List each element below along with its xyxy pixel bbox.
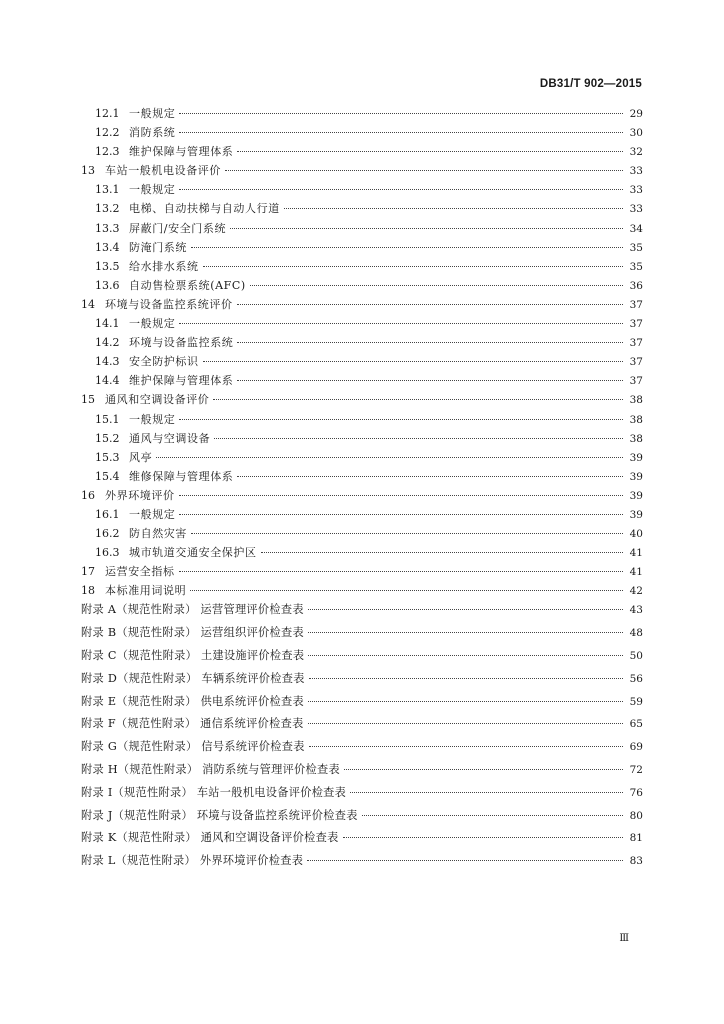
toc-entry-title: 外界环境评价 [105, 488, 175, 502]
toc-entry-title: 自动售检票系统(AFC) [129, 278, 246, 292]
toc-entry[interactable] [81, 374, 643, 388]
toc-entry-title: 消防系统 [129, 126, 176, 140]
toc-dot-leader [261, 552, 623, 553]
toc-appendix-entry[interactable] [81, 786, 643, 800]
toc-appendix-entry[interactable] [81, 854, 643, 868]
toc-entry-page: 40 [629, 528, 643, 541]
toc-entry-number: 14 [81, 297, 95, 311]
document-code: DB31/T 902—2015 [539, 78, 642, 90]
toc-dot-leader [179, 323, 623, 324]
toc-appendix-entry[interactable] [81, 649, 643, 663]
toc-entry-title: 附录 C（规范性附录） 土建设施评价检查表 [81, 649, 305, 663]
toc-entry-number: 13 [81, 164, 95, 178]
toc-dot-leader [343, 837, 623, 838]
toc-dot-leader [179, 495, 623, 496]
toc-entry-title: 附录 G（规范性附录） 信号系统评价检查表 [81, 740, 305, 754]
toc-entry[interactable] [81, 298, 643, 312]
toc-entry-page: 38 [629, 394, 643, 407]
toc-entry-page: 80 [629, 809, 643, 822]
toc-entry-number: 12.2 [95, 126, 120, 140]
toc-entry[interactable] [81, 336, 643, 350]
toc-entry-page: 69 [629, 741, 643, 754]
toc-entry-number: 15.1 [95, 412, 120, 426]
toc-entry-page: 38 [629, 432, 643, 445]
toc-entry-page: 59 [629, 695, 643, 708]
toc-entry-page: 36 [629, 279, 643, 292]
toc-entry-title: 维修保障与管理体系 [129, 469, 234, 483]
toc-entry[interactable] [81, 279, 643, 293]
toc-entry-number: 13.1 [95, 183, 120, 197]
toc-dot-leader [344, 769, 623, 770]
toc-dot-leader [230, 228, 623, 229]
toc-entry-title: 通风与空调设备 [129, 431, 211, 445]
toc-entry-title: 一般规定 [129, 507, 176, 521]
toc-entry-page: 39 [629, 470, 643, 483]
toc-entry-number: 15.4 [95, 469, 120, 483]
toc-entry[interactable] [81, 145, 643, 159]
toc-entry-page: 33 [629, 184, 643, 197]
toc-entry-title: 电梯、自动扶梯与自动人行道 [129, 202, 280, 216]
toc-dot-leader [237, 380, 623, 381]
table-of-contents [81, 107, 643, 877]
toc-dot-leader [179, 571, 623, 572]
toc-entry-title: 维护保障与管理体系 [129, 374, 234, 388]
toc-dot-leader [225, 170, 623, 171]
toc-dot-leader [308, 701, 623, 702]
toc-entry[interactable] [81, 489, 643, 503]
toc-dot-leader [179, 189, 623, 190]
toc-entry-page: 39 [629, 489, 643, 502]
toc-appendix-entry[interactable] [81, 763, 643, 777]
toc-entry-number: 15.2 [95, 431, 120, 445]
toc-entry-number: 16 [81, 488, 95, 502]
toc-dot-leader [237, 342, 623, 343]
toc-entry-page: 41 [629, 566, 643, 579]
toc-dot-leader [179, 132, 623, 133]
toc-entry-page: 48 [629, 627, 643, 640]
toc-entry-page: 30 [629, 127, 643, 140]
toc-entry-title: 附录 F（规范性附录） 通信系统评价检查表 [81, 717, 304, 731]
toc-entry-title: 附录 J（规范性附录） 环境与设备监控系统评价检查表 [81, 808, 358, 822]
toc-entry-number: 17 [81, 565, 95, 579]
toc-entry-number: 12.3 [95, 145, 120, 159]
toc-entry-title: 附录 D（规范性附录） 车辆系统评价检查表 [81, 671, 305, 685]
toc-entry-page: 38 [629, 413, 643, 426]
toc-dot-leader [237, 304, 623, 305]
toc-entry-number: 13.3 [95, 221, 120, 235]
toc-entry[interactable] [81, 355, 643, 369]
toc-entry-page: 41 [629, 547, 643, 560]
toc-appendix-entry[interactable] [81, 831, 643, 845]
toc-entry-number: 14.4 [95, 374, 120, 388]
toc-dot-leader [203, 266, 623, 267]
toc-entry-number: 13.5 [95, 259, 120, 273]
toc-entry-page: 39 [629, 508, 643, 521]
toc-entry-page: 83 [629, 855, 643, 868]
toc-entry[interactable] [81, 126, 643, 140]
toc-entry[interactable] [81, 584, 643, 598]
toc-entry-page: 65 [629, 718, 643, 731]
toc-entry-title: 附录 I（规范性附录） 车站一般机电设备评价检查表 [81, 785, 347, 799]
toc-entry[interactable] [81, 202, 643, 216]
toc-dot-leader [213, 399, 623, 400]
toc-entry-title: 一般规定 [129, 317, 176, 331]
toc-entry-title: 运营安全指标 [105, 565, 175, 579]
toc-entry-page: 39 [629, 451, 643, 464]
toc-dot-leader [191, 533, 623, 534]
toc-entry-page: 81 [629, 832, 643, 845]
toc-entry-page: 34 [629, 222, 643, 235]
toc-entry-number: 13.2 [95, 202, 120, 216]
toc-entry-page: 33 [629, 203, 643, 216]
toc-entry-number: 14.3 [95, 355, 120, 369]
toc-entry[interactable] [81, 470, 643, 484]
toc-entry-title: 一般规定 [129, 412, 176, 426]
toc-dot-leader [214, 438, 623, 439]
toc-dot-leader [179, 514, 623, 515]
toc-appendix-entry[interactable] [81, 672, 643, 686]
toc-entry-number: 12.1 [95, 107, 120, 120]
toc-entry[interactable] [81, 183, 643, 197]
toc-entry[interactable] [81, 222, 643, 236]
toc-entry-page: 37 [629, 318, 643, 331]
toc-entry-title: 风亭 [129, 450, 153, 464]
toc-entry-page: 37 [629, 375, 643, 388]
toc-entry[interactable] [81, 317, 643, 331]
toc-entry-page: 29 [629, 108, 643, 120]
toc-entry[interactable] [81, 432, 643, 446]
toc-entry-page: 56 [629, 672, 643, 685]
toc-entry-title: 通风和空调设备评价 [105, 393, 210, 407]
toc-dot-leader [179, 113, 623, 114]
toc-entry-title: 屏蔽门/安全门系统 [129, 221, 227, 235]
toc-dot-leader [308, 655, 623, 656]
toc-dot-leader [308, 632, 623, 633]
toc-entry-number: 18 [81, 584, 95, 598]
toc-dot-leader [350, 792, 623, 793]
toc-dot-leader [179, 419, 623, 420]
toc-entry[interactable] [81, 260, 643, 274]
toc-entry-number: 15 [81, 393, 95, 407]
toc-entry[interactable] [81, 393, 643, 407]
toc-appendix-entry[interactable] [81, 740, 643, 754]
toc-entry-title: 环境与设备监控系统 [129, 336, 234, 350]
toc-entry-title: 附录 H（规范性附录） 消防系统与管理评价检查表 [81, 763, 341, 777]
toc-entry-number: 14.2 [95, 336, 120, 350]
toc-entry-number: 16.2 [95, 527, 120, 541]
toc-entry-page: 35 [629, 241, 643, 254]
toc-entry-title: 附录 L（规范性附录） 外界环境评价检查表 [81, 854, 304, 868]
toc-entry-title: 一般规定 [129, 107, 176, 120]
toc-entry[interactable] [81, 451, 643, 465]
toc-dot-leader [203, 361, 623, 362]
toc-dot-leader [307, 860, 623, 861]
toc-entry[interactable] [81, 527, 643, 541]
toc-entry[interactable] [81, 241, 643, 255]
toc-appendix-entry[interactable] [81, 603, 643, 617]
toc-entry-number: 13.6 [95, 278, 120, 292]
toc-dot-leader [190, 590, 623, 591]
toc-dot-leader [284, 208, 623, 209]
toc-entry-page: 37 [629, 298, 643, 311]
toc-entry-page: 37 [629, 337, 643, 350]
toc-entry-page: 37 [629, 356, 643, 369]
toc-entry-title: 附录 K（规范性附录） 通风和空调设备评价检查表 [81, 831, 339, 845]
toc-entry[interactable] [81, 164, 643, 178]
page-number: Ⅲ [619, 933, 628, 944]
toc-entry-title: 维护保障与管理体系 [129, 145, 234, 159]
toc-entry-number: 14.1 [95, 317, 120, 331]
toc-entry-number: 15.3 [95, 450, 120, 464]
toc-entry-page: 72 [629, 764, 643, 777]
toc-entry-page: 42 [629, 585, 643, 598]
toc-dot-leader [362, 815, 623, 816]
toc-entry-number: 16.3 [95, 546, 120, 560]
toc-entry-title: 附录 E（规范性附录） 供电系统评价检查表 [81, 694, 304, 708]
toc-entry-number: 16.1 [95, 507, 120, 521]
toc-entry-page: 35 [629, 260, 643, 273]
toc-entry-page: 33 [629, 165, 643, 178]
toc-entry-title: 给水排水系统 [129, 259, 199, 273]
toc-entry[interactable] [81, 413, 643, 427]
toc-entry-page: 32 [629, 146, 643, 159]
toc-entry[interactable] [81, 565, 643, 579]
toc-dot-leader [250, 285, 623, 286]
toc-appendix-entry[interactable] [81, 717, 643, 731]
toc-appendix-entry[interactable] [81, 626, 643, 640]
toc-dot-leader [309, 678, 623, 679]
toc-entry-title: 防淹门系统 [129, 240, 187, 254]
toc-dot-leader [156, 457, 623, 458]
toc-dot-leader [308, 609, 623, 610]
toc-entry[interactable] [81, 508, 643, 522]
toc-entry-title: 附录 B（规范性附录） 运营组织评价检查表 [81, 626, 305, 640]
toc-dot-leader [191, 247, 623, 248]
toc-entry[interactable] [81, 107, 643, 121]
toc-entry-title: 车站一般机电设备评价 [105, 164, 221, 178]
toc-entry-number: 13.4 [95, 240, 120, 254]
toc-entry-page: 43 [629, 604, 643, 617]
toc-dot-leader [309, 746, 623, 747]
toc-appendix-entry[interactable] [81, 809, 643, 823]
toc-dot-leader [308, 723, 623, 724]
toc-dot-leader [237, 151, 623, 152]
toc-entry-page: 50 [629, 650, 643, 663]
toc-appendix-entry[interactable] [81, 695, 643, 709]
toc-entry-title: 安全防护标识 [129, 355, 199, 369]
toc-dot-leader [237, 476, 623, 477]
toc-entry-page: 76 [629, 786, 643, 799]
toc-entry[interactable] [81, 546, 643, 560]
toc-entry-title: 一般规定 [129, 183, 176, 197]
toc-entry-title: 城市轨道交通安全保护区 [129, 546, 257, 560]
toc-entry-title: 防自然灾害 [129, 527, 187, 541]
toc-entry-title: 本标准用词说明 [105, 584, 187, 598]
toc-entry-title: 附录 A（规范性附录） 运营管理评价检查表 [81, 603, 304, 617]
toc-entry-title: 环境与设备监控系统评价 [105, 297, 233, 311]
